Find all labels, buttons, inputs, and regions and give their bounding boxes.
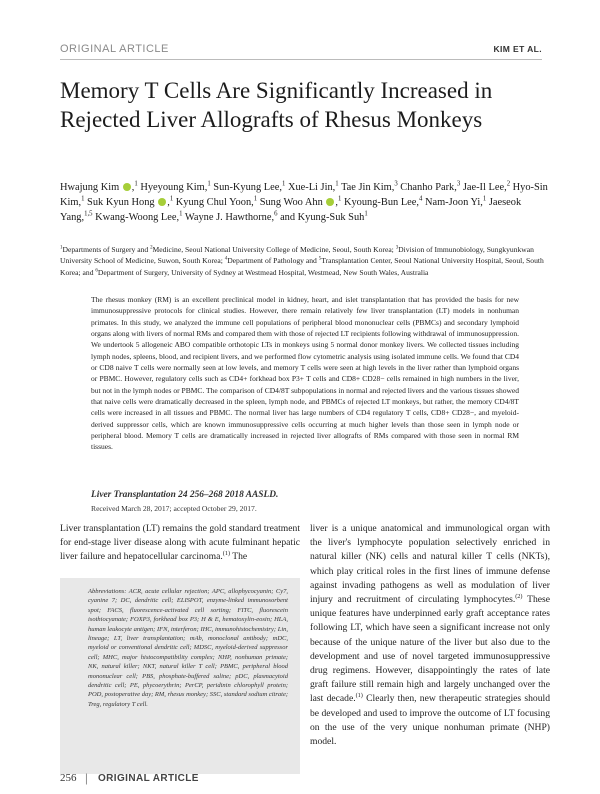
abbreviations-text: Abbreviations: ACR, acute cellular rejection; APC, allophycocyanin; Cy7, cyanine 7; DC, dendritic cell; ELISPOT, enzyme-linked immunosorbent spot; FACS, fluorescence-activated cell sorting; FITC, fluorescein isothiocyanate; FOXP3, forkhead box P3; H & E, hematoxylin-eosin; HLA, human leukocyte antigen; IFN, interferon; IHC, immunohistochemistry; Lin, lineage; LT, liver transplantation; mAb, monoclonal antibody; mDC, myeloid or conventional dendritic cell; MDSC, myeloid-derived suppressor cell; MHC, major histocompatibility complex; NHP, nonhuman primate; NK, natural killer; NKT, natural killer T cell; PBMC, peripheral blood mononuclear cell; PBS, phosphate-buffered saline; pDC, plasmacytoid dendritic cell; PE, phycoerythrin; PerCP, peridinin chlorophyll protein; POD, postoperative day; RM, rhesus monkey; SSC, standard sodium citrate; Treg, regulatory T cell. [88, 588, 288, 708]
intro-paragraph-continued: liver is a unique anatomical and immunological organ with the liver's lymphocyte population selectively enriched in natural killer (NK) cells and natural killer T cells (NKTs), which play critical roles in the first lines of immune defense against invading pathogens as well as modulation of liver injury and recruitment of circulating lymphocytes.$^{(2)}$ These unique features have underpinned early graft acceptance rates following LT, which have seen a significant increase not only because of the unique nature of the liver but also due to the development and use of novel targeted immunosuppressive drug regimens. However, disappointingly the rates of late graft failure still remain high and largely unchanged over the last decade.$^{(1)}$ Clearly then, new therapeutic strategies should be developed and used to improve the outcome of LT focusing on the use of the very unique nonhuman primate (NHP) model. [310, 523, 550, 748]
orcid-icon[interactable] [123, 183, 131, 191]
orcid-icon[interactable] [158, 198, 166, 206]
journal-citation: Liver Transplantation 24 256–268 2018 AASLD. [91, 490, 279, 500]
received-dates: Received March 28, 2017; accepted October 29, 2017. [91, 504, 257, 513]
orcid-icon[interactable] [326, 198, 334, 206]
intro-paragraph: Liver transplantation (LT) remains the gold standard treatment for end-stage liver disease along with acute fulminant hepatic liver failure and hepatocellular carcinoma.$^{(1)}$ The [60, 523, 300, 563]
page-number: 256 [60, 772, 77, 784]
body-column-right [310, 522, 550, 749]
body-column-left [60, 522, 300, 565]
abstract: The rhesus monkey (RM) is an excellent preclinical model in kidney, heart, and islet transplantation that has provided the basis for new immunosuppressive protocols for clinical studies. However, there remain relatively few liver transplantation (LT) models in nonhuman primates. In this study, we analyzed the immune cell populations of peripheral blood mononuclear cells (PBMCs) and secondary lymphoid organs along with livers of normal RMs and compared them with those of rejected LT recipients following withdrawal of immunosuppression. We undertook 5 allogeneic ABO compatible orthotopic LTs in monkeys using 5 normal donor monkey livers. We collected tissues including lymph nodes, spleens, blood, and recipient livers, and we performed flow cytometric analysis using isolated immune cells. We found that CD4 or CD8 naive T cells were normally seen at low levels, and memory T cells were seen at high levels in the liver rather than lymphoid organs or PBMC. However, regulatory cells such as CD4+ forkhead box P3+ T cells and CD8+ CD28− cells remained in high numbers in the liver, but not in the lymph nodes or PBMC. The comparison of CD4/8T subpopulations in normal and rejected livers and the various tissues showed that naive cells were dramatically decreased in the spleen, lymph node, and PBMCs of rejected LT monkeys, but rather, the memory CD4/8T cells were increased in all tissues and PBMC. The normal liver has large numbers of CD4 regulatory T cells, CD8+ CD28−, and myeloid-derived suppressor cells, which are known immunosuppressive cells occurring at much higher levels than those seen in lymph node or peripheral blood. Memory T cells are dramatically increased in rejected liver allografts of RMs compared with those seen in normal RM tissues. [91, 295, 519, 452]
affiliations: $^1$Departments of Surgery and $^2$Medicine, Seoul National University College of Medicine, Seoul, South Korea; $^3$Division of Immunobiology, Sungkyunkwan University School of Medicine, Suwon, South Korea; $^4$Department of Pathology and $^5$Transplantation Center, Seoul National University Hospital, Seoul, South Korea; and $^6$Department of Surgery, University of Sydney at Westmead Hospital, Westmead, New South Wales, Australia [60, 245, 544, 277]
article-title: Memory T Cells Are Significantly Increased in Rejected Liver Allografts of Rhesus Monkeys [60, 78, 493, 132]
header-rule [60, 59, 542, 60]
footer-separator: | [85, 770, 88, 785]
author-list: Hwajung Kim ,$^1$ Hyeyoung Kim,$^1$ Sun-Kyung Lee,$^1$ Xue-Li Jin,$^1$ Tae Jin Kim,$^3$ Chanho Park,$^3$ Jae-Il Lee,$^2$ Hyo-Sin Kim,$^1$ Suk Kyun Hong ,$^1$ Kyung Chul Yoon,$^1$ Sung Woo Ahn ,$^1$ Kyoung-Bun Lee,$^4$ Nam-Joon Yi,$^1$ Jaeseok Yang,$^{1,5}$ Kwang-Woong Lee,$^1$ Wayne J. Hawthorne,$^6$ and Kyung-Suk Suh$^1$ [60, 180, 548, 224]
section-label: ORIGINAL ARTICLE [60, 43, 169, 55]
running-head: KIM ET AL. [493, 44, 542, 54]
footer-section-label: ORIGINAL ARTICLE [98, 773, 199, 784]
